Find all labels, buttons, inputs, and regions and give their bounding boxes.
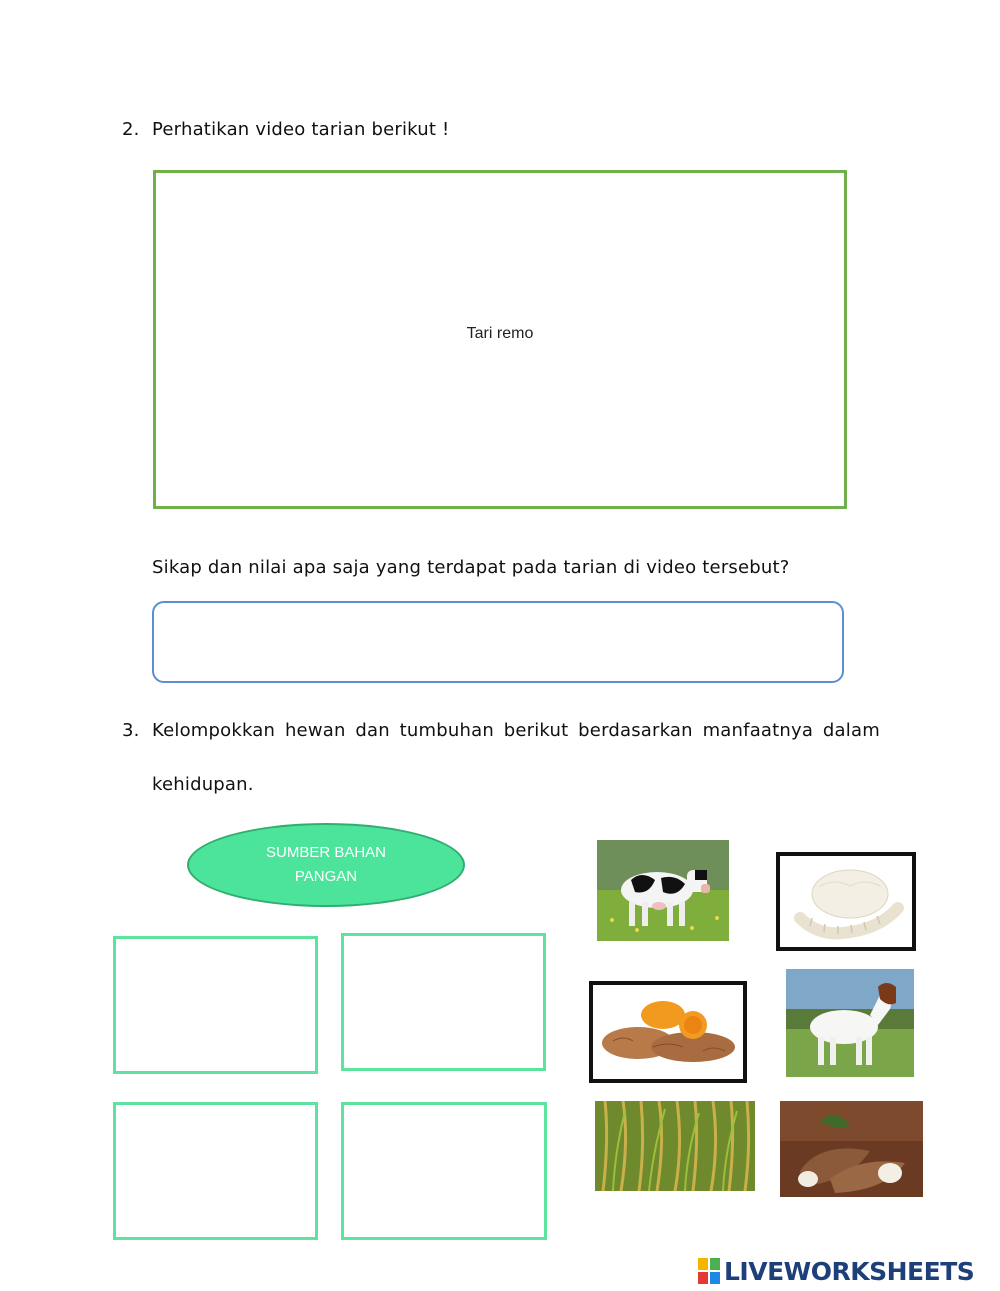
silkworm-cocoon-illustration <box>780 856 912 947</box>
video-title: Tari remo <box>466 324 534 342</box>
answer-text-field[interactable] <box>152 601 844 683</box>
drop-zone-1[interactable] <box>113 936 318 1074</box>
category-label-line2: PANGAN <box>294 868 358 885</box>
cassava-image[interactable] <box>780 1101 923 1197</box>
question-3-number: 3. <box>122 720 140 741</box>
rice-plant-illustration <box>595 1101 755 1191</box>
category-label-food-source <box>187 823 465 907</box>
question-2-number: 2. <box>122 119 140 140</box>
instruction-word: hewan <box>284 720 346 741</box>
instruction-word: dalam <box>822 720 880 741</box>
cassava-illustration <box>780 1101 923 1197</box>
turmeric-image[interactable] <box>589 981 747 1083</box>
question-3-instruction-line1 <box>152 720 880 741</box>
category-label-line1: SUMBER BAHAN <box>265 844 387 861</box>
question-2-instruction: Perhatikan video tarian berikut ! <box>152 119 450 140</box>
instruction-word: berikut <box>503 720 569 741</box>
instruction-word: dan <box>355 720 390 741</box>
silkworm-cocoon-image[interactable] <box>776 852 916 951</box>
instruction-word: berdasarkan <box>578 720 693 741</box>
cow-illustration <box>597 840 729 941</box>
instruction-word: tumbuhan <box>399 720 494 741</box>
turmeric-illustration <box>593 985 743 1079</box>
logo-badge-icon <box>698 1258 720 1284</box>
drop-zone-4[interactable] <box>341 1102 547 1240</box>
liveworksheets-logo <box>698 1256 974 1286</box>
drop-zone-2[interactable] <box>341 933 546 1071</box>
cow-image[interactable] <box>597 840 729 941</box>
video-player[interactable] <box>153 170 847 509</box>
instruction-word: manfaatnya <box>702 720 814 741</box>
question-3-instruction-line2: kehidupan. <box>152 774 254 795</box>
goat-illustration <box>786 969 914 1077</box>
instruction-word: Kelompokkan <box>152 720 276 741</box>
rice-plant-image[interactable] <box>595 1101 755 1191</box>
question-2-prompt: Sikap dan nilai apa saja yang terdapat pada tarian di video tersebut? <box>152 557 790 578</box>
logo-text: LIVEWORKSHEETS <box>724 1256 975 1286</box>
goat-image[interactable] <box>786 969 914 1077</box>
drop-zone-3[interactable] <box>113 1102 318 1240</box>
